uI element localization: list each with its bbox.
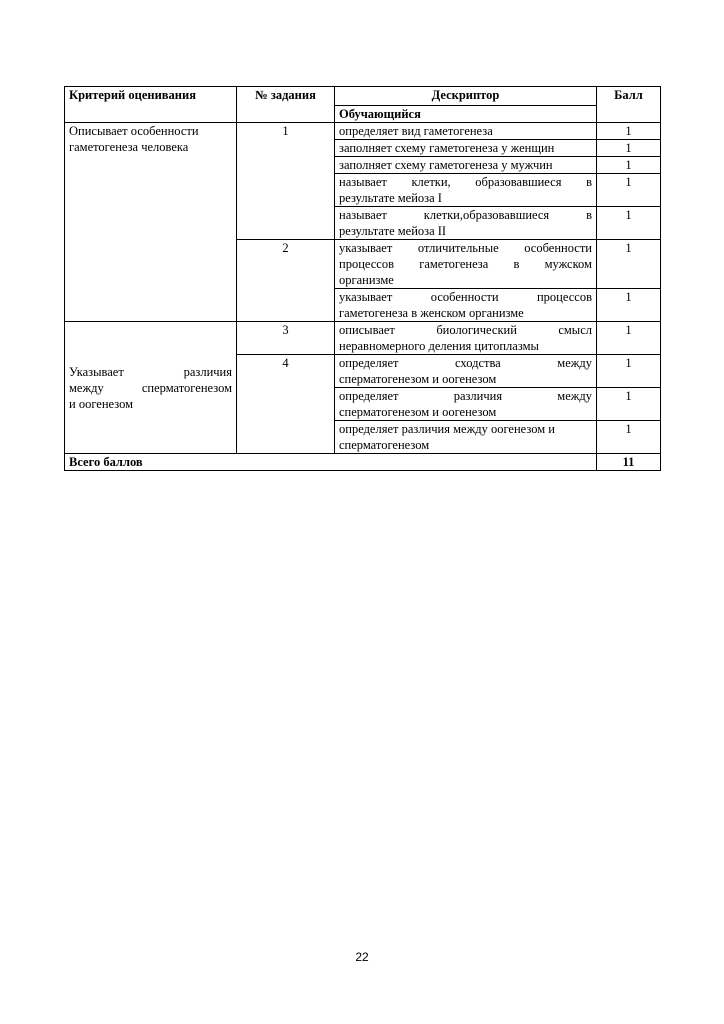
descriptor-7: указывает особенности процессов гаметогенеза в женском организме [335,289,597,322]
descriptor-10: определяет различия между сперматогенезом и оогенезом [335,388,597,421]
score-2: 1 [597,140,661,157]
score-8: 1 [597,322,661,355]
score-1: 1 [597,123,661,140]
descriptor-8: описывает биологический смысл неравномерного деления цитоплазмы [335,322,597,355]
score-6: 1 [597,240,661,289]
total-label: Всего баллов [65,454,597,471]
descriptor-3: заполняет схему гаметогенеза у мужчин [335,157,597,174]
page-number: 22 [355,950,369,964]
criterion-1: Описывает особенности гаметогенеза человека [65,123,237,322]
descriptor-4: называет клетки, образовавшиеся в результате мейоза I [335,174,597,207]
score-3: 1 [597,157,661,174]
descriptor-5: называет клетки,образовавшиеся в результате мейоза II [335,207,597,240]
task-number-2: 2 [237,240,335,322]
score-10: 1 [597,388,661,421]
descriptor-6: указывает отличительные особенности процессов гаметогенеза в мужском организме [335,240,597,289]
assessment-table [64,86,661,471]
subheader-learner: Обучающийся [335,106,597,123]
descriptor-2: заполняет схему гаметогенеза у женщин [335,140,597,157]
score-9: 1 [597,355,661,388]
score-4: 1 [597,174,661,207]
header-task: № задания [237,87,335,123]
header-criterion: Критерий оценивания [65,87,237,123]
score-11: 1 [597,421,661,454]
descriptor-11: определяет различия между оогенезом и сперматогенезом [335,421,597,454]
descriptor-9: определяет сходства между сперматогенезом и оогенезом [335,355,597,388]
header-descriptor: Дескриптор [335,87,597,106]
header-row [65,87,661,106]
total-value: 11 [597,454,661,471]
score-5: 1 [597,207,661,240]
total-row [65,454,661,471]
task-number-1: 1 [237,123,335,240]
criterion-2: Указывает различия между сперматогенезом и оогенезом [65,322,237,454]
task-number-4: 4 [237,355,335,454]
score-7: 1 [597,289,661,322]
task-number-3: 3 [237,322,335,355]
header-score: Балл [597,87,661,123]
descriptor-1: определяет вид гаметогенеза [335,123,597,140]
